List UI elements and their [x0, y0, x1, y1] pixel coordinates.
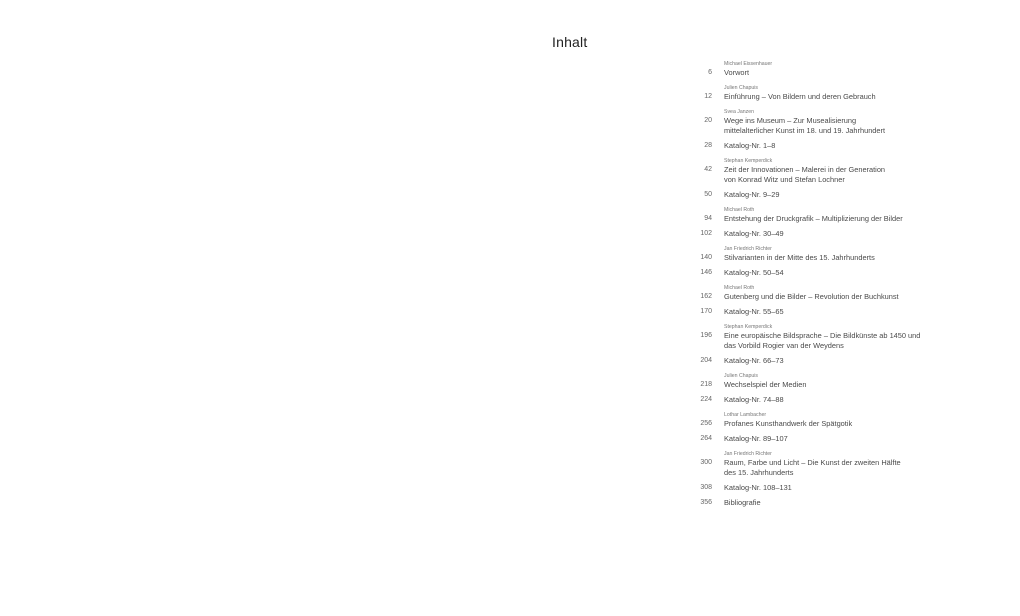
toc-row	[690, 292, 1010, 302]
toc-author: Julien Chapuis	[724, 373, 759, 379]
toc-entry	[690, 108, 1010, 136]
toc-page-number: 204	[700, 357, 712, 364]
toc-title-line: Profanes Kunsthandwerk der Spätgotik	[724, 419, 853, 428]
toc-entry-title	[724, 253, 875, 263]
toc-page-number: 50	[704, 191, 712, 198]
toc-page-number: 170	[700, 308, 712, 315]
toc-entry-title	[724, 190, 779, 200]
toc-title-line: Katalog-Nr. 1–8	[724, 141, 776, 150]
toc-title-line: Zeit der Innovationen – Malerei in der Generation	[724, 165, 886, 174]
toc-page-number: 356	[700, 499, 712, 506]
toc-title-line: mittelalterlicher Kunst im 18. und 19. Jahrhundert	[724, 126, 886, 135]
toc-page-number: 224	[700, 396, 712, 403]
toc-title-line: Wechselspiel der Medien	[724, 380, 807, 389]
toc-author: Julien Chapuis	[724, 85, 759, 91]
toc-entry	[690, 84, 1010, 102]
toc-entry	[690, 498, 1010, 508]
toc-title-line: Katalog-Nr. 74–88	[724, 395, 784, 404]
toc-entry	[690, 229, 1010, 239]
toc-entry	[690, 206, 1010, 224]
toc-entry-title	[724, 434, 788, 444]
toc-row	[690, 116, 1010, 136]
page-title: Inhalt	[552, 34, 588, 50]
toc-row	[690, 68, 1010, 78]
toc-title-line: Bibliografie	[724, 498, 761, 507]
toc-entry	[690, 323, 1010, 351]
toc-author: Jan Friedrich Richter	[724, 246, 772, 252]
toc-title-line: Katalog-Nr. 89–107	[724, 434, 788, 443]
toc-page-number: 264	[700, 435, 712, 442]
toc-author: Jan Friedrich Richter	[724, 451, 772, 457]
toc-row	[690, 483, 1010, 493]
toc-entry	[690, 356, 1010, 366]
toc-entry	[690, 434, 1010, 444]
toc-entry	[690, 141, 1010, 151]
toc-entry-title	[724, 116, 885, 136]
toc-title-line: Eine europäische Bildsprache – Die Bildkünste ab 1450 und	[724, 331, 921, 340]
toc-page-number: 146	[700, 269, 712, 276]
toc-entry	[690, 284, 1010, 302]
toc-title-line: Katalog-Nr. 55–65	[724, 307, 784, 316]
toc-row	[690, 395, 1010, 405]
toc-author: Stephan Kemperdick	[724, 158, 773, 164]
toc-title-line: Entstehung der Druckgrafik – Multiplizierung der Bilder	[724, 214, 903, 223]
toc-page-number: 218	[700, 381, 712, 388]
toc-row	[690, 190, 1010, 200]
toc-row	[690, 419, 1010, 429]
toc-entry-title	[724, 331, 920, 351]
toc-entry-title	[724, 483, 792, 493]
toc-entry	[690, 245, 1010, 263]
toc-page-number: 42	[704, 166, 712, 173]
toc-entry-title	[724, 92, 876, 102]
toc-row	[690, 331, 1010, 351]
toc-entry	[690, 268, 1010, 278]
toc-title-line: Gutenberg und die Bilder – Revolution der Buchkunst	[724, 292, 899, 301]
toc-entry-title	[724, 419, 852, 429]
toc-title-line: Raum, Farbe und Licht – Die Kunst der zweiten Hälfte	[724, 458, 901, 467]
toc-entry-title	[724, 165, 885, 185]
toc-title-line: Katalog-Nr. 9–29	[724, 190, 780, 199]
toc-entry	[690, 372, 1010, 390]
toc-entry	[690, 157, 1010, 185]
toc-entry-title	[724, 380, 806, 390]
toc-entry	[690, 450, 1010, 478]
toc-page-number: 308	[700, 484, 712, 491]
toc-page-number: 196	[700, 332, 712, 339]
toc-row	[690, 380, 1010, 390]
toc-page-number: 28	[704, 142, 712, 149]
toc-title-line: Vorwort	[724, 68, 750, 77]
toc-entry-title	[724, 498, 761, 508]
toc-author: Lothar Lambacher	[724, 412, 767, 418]
toc-page-number: 94	[704, 215, 712, 222]
toc-title-line: Katalog-Nr. 30–49	[724, 229, 784, 238]
toc-row	[690, 498, 1010, 508]
toc-entry-title	[724, 458, 901, 478]
toc-entry-title	[724, 214, 903, 224]
toc-entry	[690, 307, 1010, 317]
toc-title-line: das Vorbild Rogier van der Weydens	[724, 341, 844, 350]
toc-row	[690, 141, 1010, 151]
toc-entry	[690, 411, 1010, 429]
toc-entry	[690, 395, 1010, 405]
toc-page-number: 162	[700, 293, 712, 300]
toc-entry-title	[724, 68, 749, 78]
toc-page-number: 140	[700, 254, 712, 261]
toc-page-number: 20	[704, 117, 712, 124]
toc-entry-title	[724, 356, 784, 366]
toc-entry-title	[724, 229, 784, 239]
toc-row	[690, 165, 1010, 185]
toc-row	[690, 434, 1010, 444]
toc-title-line: Wege ins Museum – Zur Musealisierung	[724, 116, 857, 125]
toc-title-line: Katalog-Nr. 66–73	[724, 356, 784, 365]
toc-author: Svea Janzen	[724, 109, 754, 115]
toc-page-number: 256	[700, 420, 712, 427]
toc-entry-title	[724, 268, 784, 278]
toc-author: Michael Eissenhauer	[724, 61, 773, 67]
toc-row	[690, 356, 1010, 366]
toc-author: Michael Roth	[724, 207, 755, 213]
toc-title-line: des 15. Jahrhunderts	[724, 468, 794, 477]
toc-entry	[690, 190, 1010, 200]
toc-page-number: 12	[704, 93, 712, 100]
toc-entry	[690, 483, 1010, 493]
toc-author: Stephan Kemperdick	[724, 324, 773, 330]
table-of-contents	[690, 60, 1010, 514]
toc-title-line: von Konrad Witz und Stefan Lochner	[724, 175, 845, 184]
toc-entry-title	[724, 307, 784, 317]
toc-page-number: 6	[708, 69, 712, 76]
toc-row	[690, 458, 1010, 478]
toc-page-number: 102	[700, 230, 712, 237]
toc-entry-title	[724, 141, 775, 151]
toc-row	[690, 214, 1010, 224]
toc-row	[690, 268, 1010, 278]
toc-page-number: 300	[700, 459, 712, 466]
toc-row	[690, 307, 1010, 317]
toc-title-line: Stilvarianten in der Mitte des 15. Jahrhunderts	[724, 253, 875, 262]
toc-row	[690, 229, 1010, 239]
toc-row	[690, 253, 1010, 263]
toc-title-line: Katalog-Nr. 50–54	[724, 268, 784, 277]
toc-author: Michael Roth	[724, 285, 755, 291]
toc-entry-title	[724, 395, 784, 405]
toc-title-line: Katalog-Nr. 108–131	[724, 483, 792, 492]
toc-entry-title	[724, 292, 899, 302]
toc-title-line: Einführung – Von Bildern und deren Gebrauch	[724, 92, 876, 101]
toc-row	[690, 92, 1010, 102]
toc-entry	[690, 60, 1010, 78]
